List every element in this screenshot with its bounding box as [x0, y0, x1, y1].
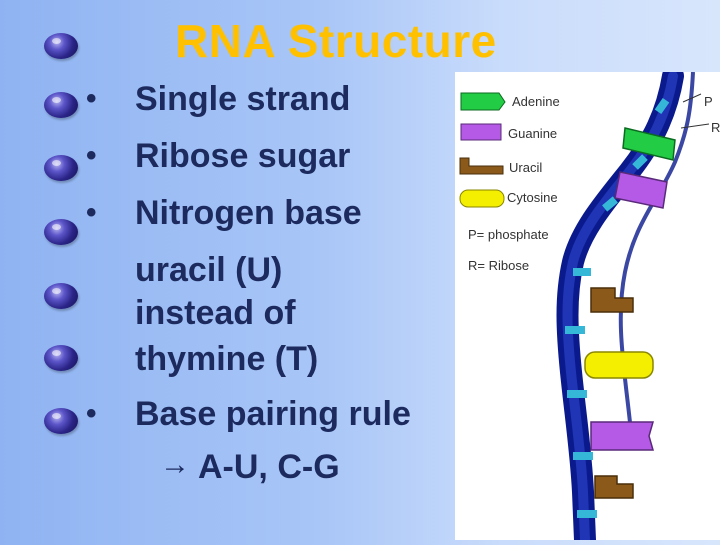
bullet-subtext: instead of: [135, 294, 296, 332]
bullet-text: Ribose sugar: [135, 137, 351, 175]
legend-cytosine: Cytosine: [507, 190, 558, 205]
sphere-bullet-icon: [44, 219, 78, 245]
cytosine-swatch-icon: [460, 190, 504, 207]
sphere-bullet-icon: [44, 155, 78, 181]
slide-title: RNA Structure: [175, 15, 497, 67]
pairing-arrow: →: [160, 448, 190, 481]
phosphate-segment: [567, 390, 587, 398]
bullet-marker: •: [86, 397, 97, 430]
bullet-subtext: thymine (T): [135, 340, 319, 378]
sphere-bullet-icon: [44, 408, 78, 434]
guanine-base: [591, 422, 653, 450]
phosphate-segment: [577, 510, 597, 518]
bullet-subtext: uracil (U): [135, 251, 283, 289]
adenine-swatch-icon: [461, 93, 505, 110]
sphere-bullet-icon: [44, 92, 78, 118]
guanine-swatch-icon: [461, 124, 501, 140]
legend-uracil: Uracil: [509, 160, 543, 175]
phosphate-segment: [573, 452, 593, 460]
legend-guanine: Guanine: [508, 126, 558, 141]
uracil-swatch-icon: [460, 158, 503, 174]
bullet-marker: •: [86, 196, 97, 229]
legend-ribose: R= Ribose: [468, 258, 530, 273]
bullet-text: Base pairing rule: [135, 395, 411, 433]
sphere-bullet-icon: [44, 283, 78, 309]
bullet-marker: •: [86, 82, 97, 115]
label-r: R: [711, 120, 720, 135]
bullet-marker: •: [86, 139, 97, 172]
uracil-base: [595, 476, 633, 498]
cytosine-base: [585, 352, 653, 378]
bullet-text: Nitrogen base: [135, 194, 362, 232]
legend-phosphate: P= phosphate: [468, 227, 549, 242]
rna-strand-diagram: [455, 72, 720, 540]
sphere-bullet-icon: [44, 345, 78, 371]
legend-adenine: Adenine: [512, 94, 560, 109]
bullet-text: Single strand: [135, 80, 351, 118]
sphere-bullet-icon: [44, 33, 78, 59]
uracil-base: [591, 288, 633, 312]
label-p: P: [704, 94, 713, 109]
rna-diagram: [455, 72, 720, 540]
phosphate-segment: [565, 326, 585, 334]
guanine-base: [615, 172, 667, 208]
pairing-rule: A-U, C-G: [198, 448, 340, 486]
phosphate-segment: [573, 268, 591, 276]
